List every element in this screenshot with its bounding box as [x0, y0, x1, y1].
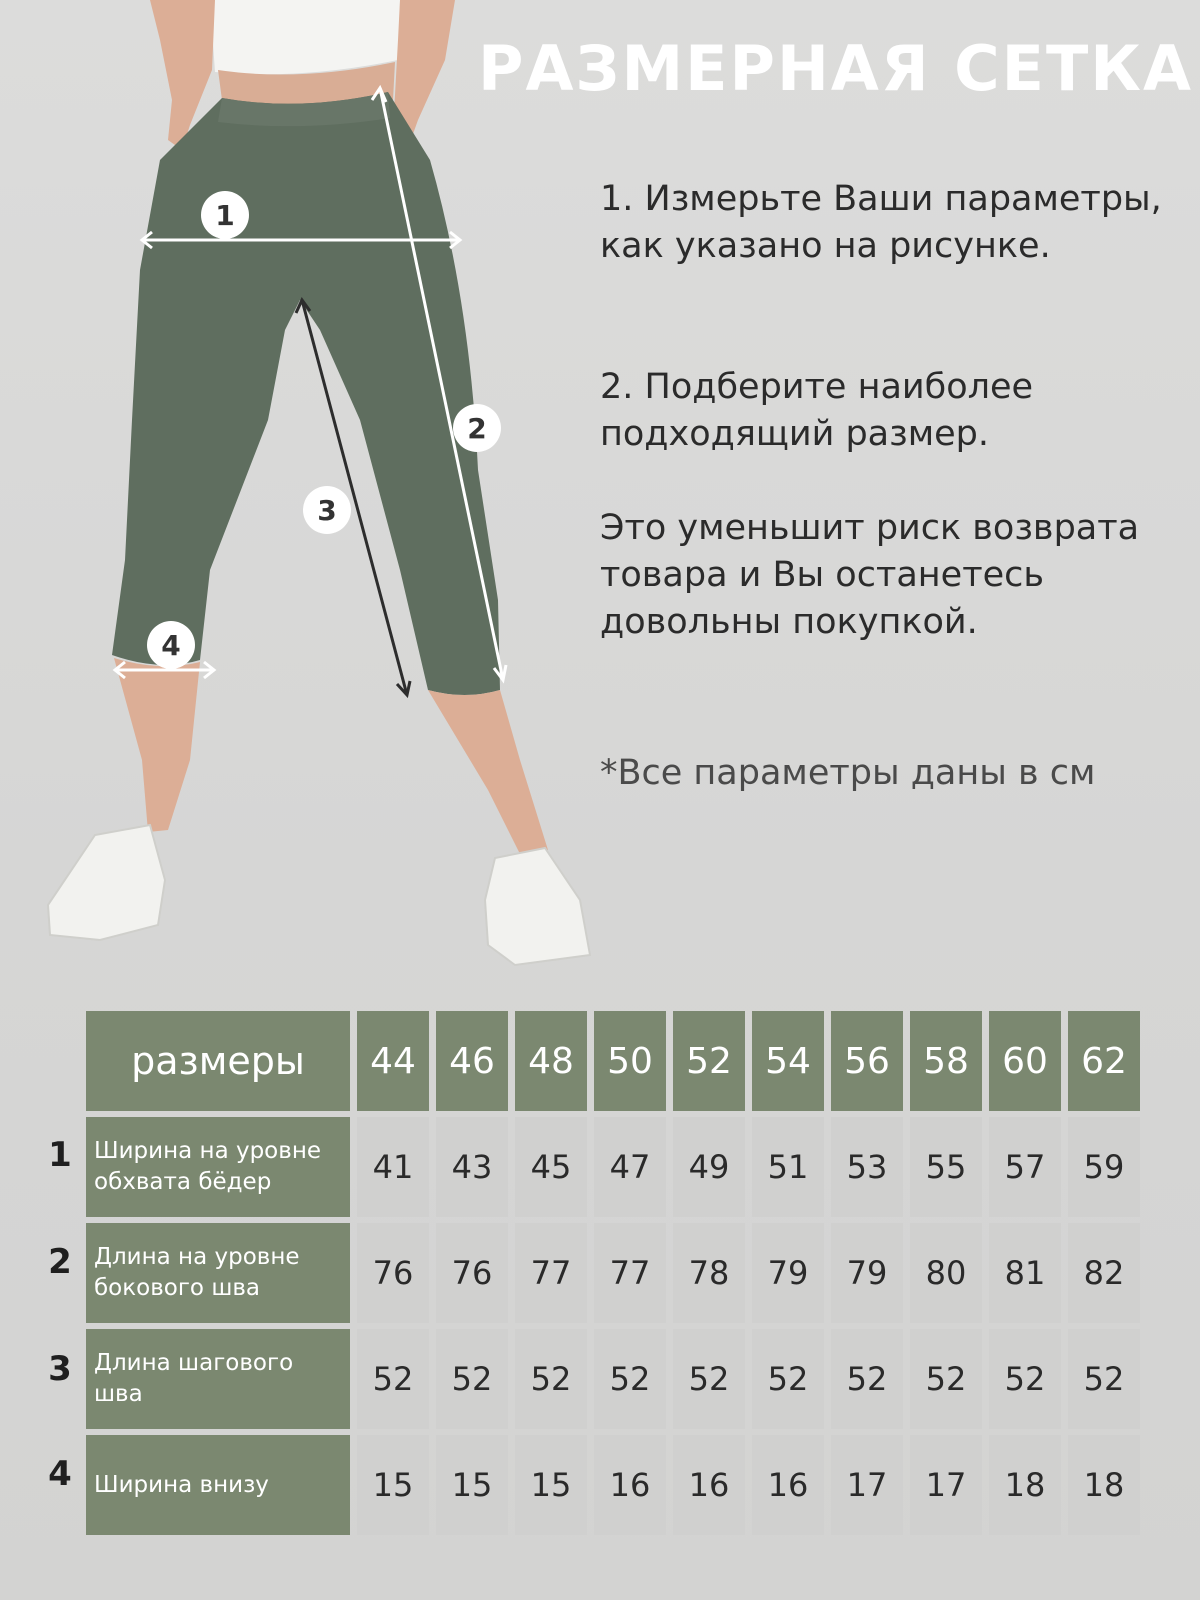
table-cell: 55	[910, 1117, 982, 1217]
row-number-1: 1	[48, 1135, 72, 1175]
table-cell: 16	[594, 1435, 666, 1535]
leggings-shape	[112, 92, 500, 695]
table-cell: 49	[673, 1117, 745, 1217]
marker-3	[303, 486, 351, 534]
left-sneaker	[48, 825, 165, 940]
table-cell: 80	[910, 1223, 982, 1323]
size-header: 56	[831, 1011, 903, 1111]
table-cell: 76	[357, 1223, 429, 1323]
header-label: размеры	[86, 1011, 350, 1111]
row-number-2: 2	[48, 1242, 72, 1282]
size-header: 60	[989, 1011, 1061, 1111]
table-cell: 52	[673, 1329, 745, 1429]
table-cell: 15	[436, 1435, 508, 1535]
table-cell: 77	[594, 1223, 666, 1323]
size-header: 48	[515, 1011, 587, 1111]
table-cell: 52	[989, 1329, 1061, 1429]
row-label: Длина шагового шва	[86, 1329, 350, 1429]
row-label: Ширина на уровне обхвата бёдер	[86, 1117, 350, 1217]
size-header: 62	[1068, 1011, 1140, 1111]
size-header: 46	[436, 1011, 508, 1111]
table-cell: 52	[910, 1329, 982, 1429]
table-cell: 18	[989, 1435, 1061, 1535]
table-cell: 79	[752, 1223, 824, 1323]
table-row	[86, 1117, 1140, 1217]
table-row	[86, 1223, 1140, 1323]
table-cell: 17	[831, 1435, 903, 1535]
table-cell: 52	[752, 1329, 824, 1429]
table-cell: 81	[989, 1223, 1061, 1323]
size-header: 44	[357, 1011, 429, 1111]
table-cell: 51	[752, 1117, 824, 1217]
table-cell: 76	[436, 1223, 508, 1323]
right-sneaker	[485, 848, 590, 965]
table-cell: 79	[831, 1223, 903, 1323]
table-cell: 16	[752, 1435, 824, 1535]
instruction-step-2: 2. Подберите наиболее подходящий размер.	[600, 367, 1034, 454]
page-title: РАЗМЕРНАЯ СЕТКА	[478, 32, 1193, 105]
table-cell: 15	[515, 1435, 587, 1535]
table-cell: 15	[357, 1435, 429, 1535]
svg-text:2: 2	[467, 412, 487, 445]
row-number-3: 3	[48, 1349, 72, 1389]
table-cell: 17	[910, 1435, 982, 1535]
table-cell: 47	[594, 1117, 666, 1217]
table-cell: 52	[831, 1329, 903, 1429]
table-cell: 82	[1068, 1223, 1140, 1323]
table-cell: 18	[1068, 1435, 1140, 1535]
product-figure	[0, 0, 620, 990]
table-cell: 78	[673, 1223, 745, 1323]
svg-text:1: 1	[215, 199, 235, 232]
table-cell: 16	[673, 1435, 745, 1535]
table-cell: 43	[436, 1117, 508, 1217]
table-cell: 77	[515, 1223, 587, 1323]
instruction-step-1: 1. Измерьте Ваши параметры, как указано на рисунке.	[600, 179, 1162, 266]
row-label: Ширина внизу	[86, 1435, 350, 1535]
table-cell: 57	[989, 1117, 1061, 1217]
marker-4	[147, 621, 195, 669]
svg-text:3: 3	[317, 494, 337, 527]
size-header: 58	[910, 1011, 982, 1111]
table-cell: 52	[515, 1329, 587, 1429]
table-cell: 52	[436, 1329, 508, 1429]
table-cell: 45	[515, 1117, 587, 1217]
instruction-benefit: Это уменьшит риск возврата товара и Вы останетесь довольны покупкой.	[600, 508, 1140, 642]
table-cell: 52	[1068, 1329, 1140, 1429]
table-cell: 41	[357, 1117, 429, 1217]
shirt-shape	[210, 0, 400, 74]
table-row	[86, 1329, 1140, 1429]
units-note: *Все параметры даны в см	[600, 753, 1096, 793]
table-header-row	[86, 1011, 1140, 1111]
size-header: 50	[594, 1011, 666, 1111]
size-table	[79, 1005, 1147, 1541]
right-calf-skin	[428, 690, 548, 858]
marker-2	[453, 404, 501, 452]
svg-text:4: 4	[161, 629, 181, 662]
left-calf-skin	[114, 658, 200, 832]
row-label: Длина на уровне бокового шва	[86, 1223, 350, 1323]
row-number-4: 4	[48, 1454, 72, 1494]
table-cell: 52	[357, 1329, 429, 1429]
size-header: 54	[752, 1011, 824, 1111]
table-cell: 52	[594, 1329, 666, 1429]
table-cell: 53	[831, 1117, 903, 1217]
table-cell: 59	[1068, 1117, 1140, 1217]
table-row	[86, 1435, 1140, 1535]
size-header: 52	[673, 1011, 745, 1111]
marker-1	[201, 191, 249, 239]
